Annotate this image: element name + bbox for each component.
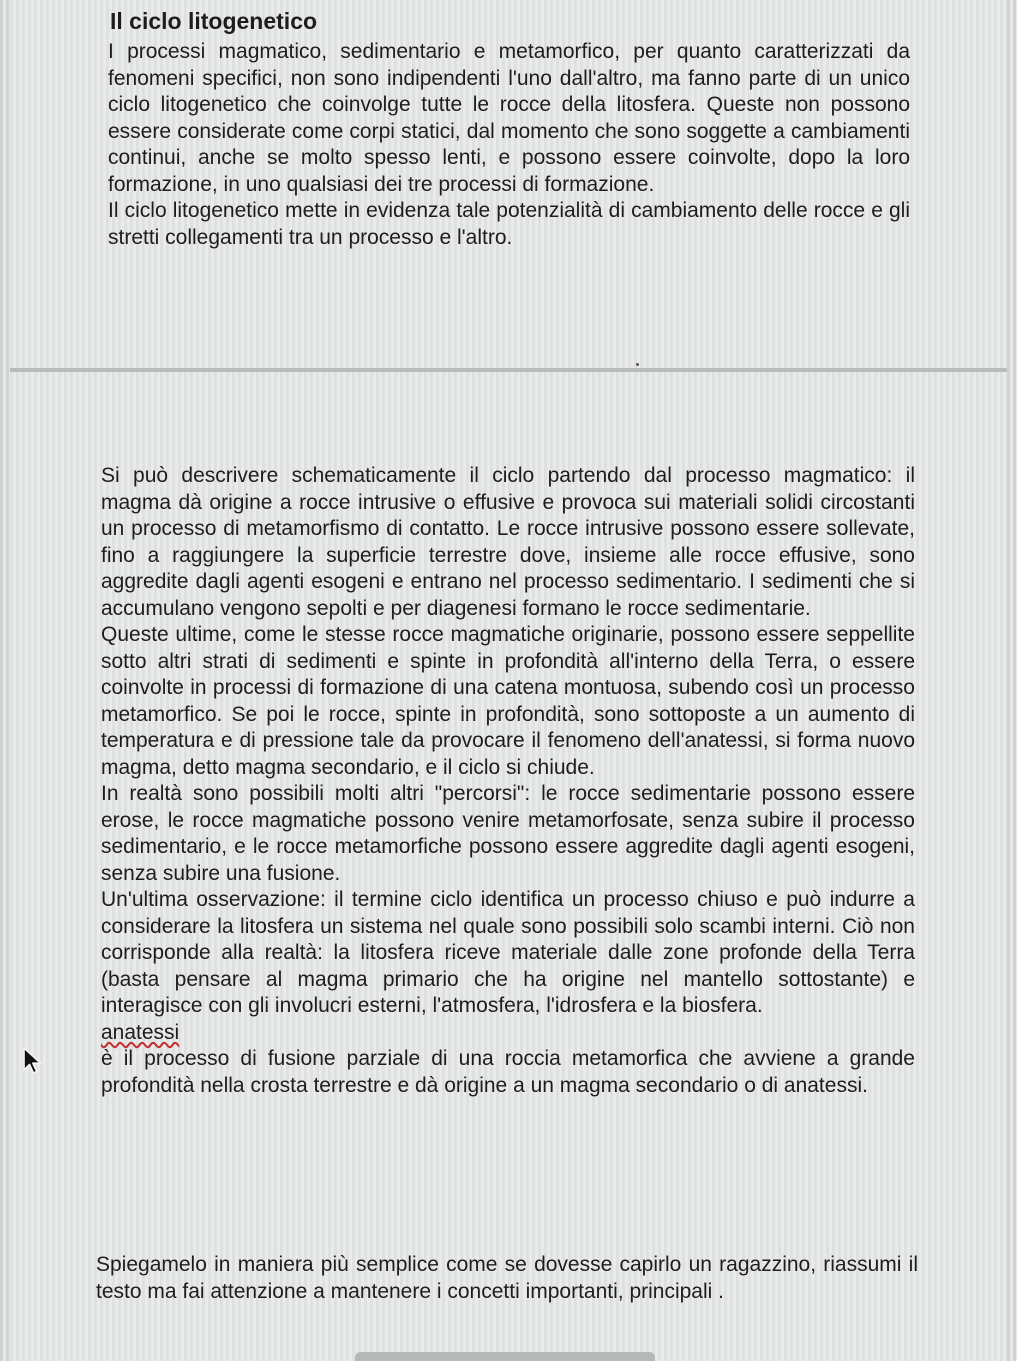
body-paragraph-2: Queste ultime, come le stesse rocce magmatiche originarie, possono essere seppellite sotto altri strati di sedimenti e spinte in profondità all'interno della Terra, o essere coinvolte in processi di formazione di una catena montuosa, subendo così un processo metamorfico. Se poi le rocce, spinte in profondità, sono sottoposte a un aumento di temperatura e di pressione tale da provocare il fenomeno dell'anatessi, si forma nuovo magma, detto magma secondario, e il ciclo si chiude. <box>101 623 915 779</box>
left-gutter <box>0 0 10 1361</box>
glossary-term-text: anatessi <box>101 1020 180 1044</box>
intro-text <box>108 39 910 251</box>
user-request <box>96 1252 918 1305</box>
glossary-definition: è il processo di fusione parziale di una roccia metamorfica che avviene a grande profondità nella crosta terrestre e dà origine a un magma secondario o di anatessi. <box>101 1047 915 1097</box>
intro-paragraph-2: Il ciclo litogenetico mette in evidenza tale potenzialità di cambiamento delle rocce e gli stretti collegamenti tra un processo e l'altro. <box>108 199 910 249</box>
request-text: Spiegamelo in maniera più semplice come se dovesse capirlo un ragazzino, riassumi il testo ma fai attenzione a mantenere i concetti importanti, principali . <box>96 1253 918 1303</box>
body-text <box>101 463 915 1099</box>
right-gutter <box>1007 0 1017 1361</box>
body-paragraph-3: In realtà sono possibili molti altri "percorsi": le rocce sedimentarie possono essere erose, le rocce magmatiche possono venire metamorfosate, senza subire il processo sedimentario, e le rocce metamorfiche possono essere aggredite dagli agenti esogeni, senza subire una fusione. <box>101 782 915 885</box>
horizontal-scrollbar[interactable] <box>355 1352 655 1361</box>
arrow-cursor-icon <box>22 1046 44 1076</box>
document-title: Il ciclo litogenetico <box>110 8 318 34</box>
glossary-term <box>101 1020 915 1047</box>
body-paragraph-4: Un'ultima osservazione: il termine ciclo identifica un processo chiuso e può indurre a considerare la litosfera un sistema nel quale sono possibili solo scambi interni. Ciò non corrisponde alla realtà: la litosfera riceve materiale dalle zone profonde della Terra (basta pensare al magma primario che ha origine nel mantello sottostante) e interagisce con gli involucri esterni, l'atmosfera, l'idrosfera e la biosfera. <box>101 888 915 1017</box>
page-break-dot <box>636 363 639 366</box>
body-paragraph-1: Si può descrivere schematicamente il ciclo partendo dal processo magmatico: il magma dà origine a rocce intrusive o effusive e provoca sui materiali solidi circostanti un processo di metamorfismo di contatto. Le rocce intrusive possono essere sollevate, fino a raggiungere la superficie terrestre dove, insieme alle rocce effusive, sono aggredite dagli agenti esogeni e entrano nel processo sedimentario. I sedimenti che si accumulano vengono sepolti e per diagenesi formano le rocce sedimentarie. <box>101 464 915 620</box>
intro-paragraph-1: I processi magmatico, sedimentario e metamorfico, per quanto caratterizzati da fenomeni specifici, non sono indipendenti l'uno dall'altro, ma fanno parte di un unico ciclo litogenetico che coinvolge tutte le rocce della litosfera. Queste non possono essere considerate come corpi statici, dal momento che sono soggette a cambiamenti continui, anche se molto spesso lenti, e possono essere coinvolte, dopo la loro formazione, in uno qualsiasi dei tre processi di formazione. <box>108 40 910 196</box>
